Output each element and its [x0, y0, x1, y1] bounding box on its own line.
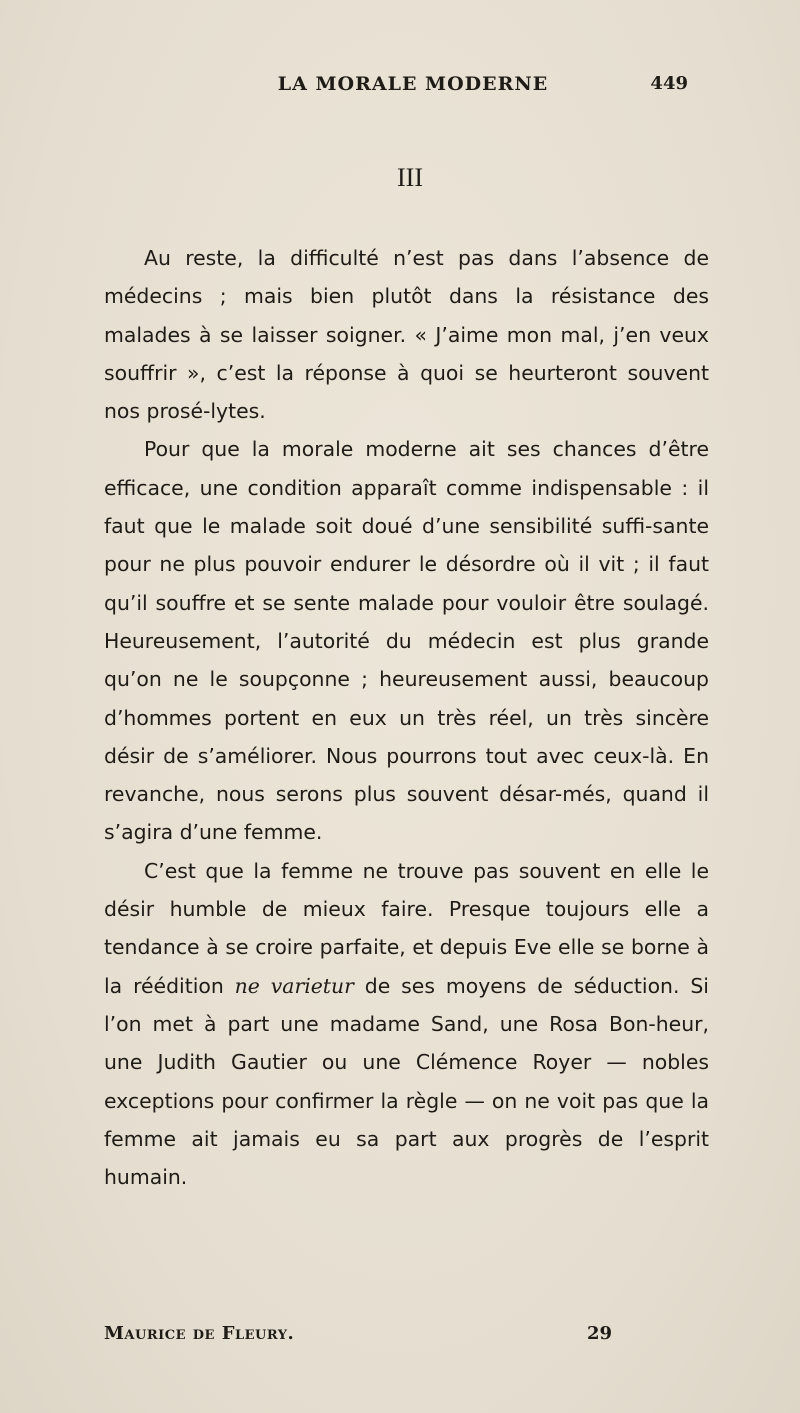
paragraph-3	[104, 852, 709, 1197]
paragraph-1	[104, 239, 709, 430]
author-signature: Maurice de Fleury.	[104, 1323, 295, 1344]
section-numeral: III	[397, 163, 423, 192]
paragraph-2	[104, 430, 709, 851]
latin-phrase: ne varietur	[234, 973, 354, 998]
paragraph-2-text: Pour que la morale moderne ait ses chances d’être efficace, une condition apparaît comme indispensable : il faut que le malade soit doué d’une sensibilité suffi-sante pour ne plus pouvoir endurer le désordre où il vit ; il faut qu’il souffre et se sente malade pour vouloir être soulagé. Heureusement, l’autorité du médecin est plus grande qu’on ne le soupçonne ; heureusement aussi, beaucoup d’hommes portent en eux un très réel, un très sincère désir de s’améliorer. Nous pourrons tout avec ceux-là. En revanche, nous serons plus souvent désar-més, quand il s’agira d’une femme.	[104, 437, 709, 845]
running-title: LA MORALE MODERNE	[277, 73, 549, 95]
running-head	[0, 72, 800, 96]
body-text	[104, 239, 709, 1196]
paragraph-3-text-a: C’est que la femme ne trouve pas souvent en elle le désir humble de mieux faire. Presque toujours elle a tendance à se croire parfaite, et depuis Eve elle se borne à la réédition	[104, 858, 709, 998]
paragraph-1-text: Au reste, la difficulté n’est pas dans l’absence de médecins ; mais bien plutôt dans la résistance des malades à se laisser soigner. « J’aime mon mal, j’en veux souffrir », c’est la réponse à quoi se heurteront souvent nos prosé-lytes.	[104, 246, 709, 424]
signature-number: 29	[586, 1323, 612, 1344]
paragraph-3-text-b: de ses moyens de séduction. Si l’on met à part une madame Sand, une Rosa Bon-heur, une Judith Gautier ou une Clémence Royer — nobles exceptions pour confirmer la règle — on ne voit pas que la femme ait jamais eu sa part aux progrès de l’esprit humain.	[104, 973, 709, 1190]
signature-row	[104, 1321, 612, 1347]
page-number: 449	[650, 73, 688, 94]
